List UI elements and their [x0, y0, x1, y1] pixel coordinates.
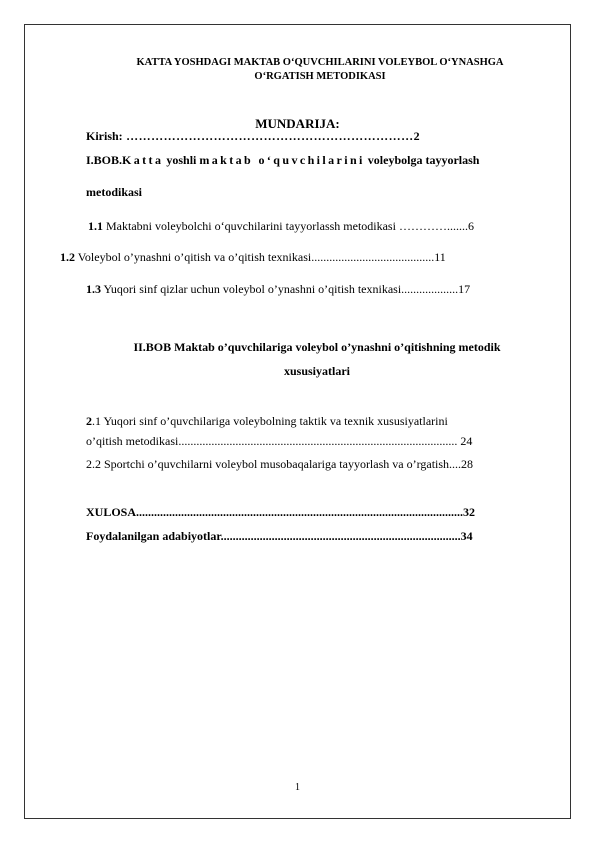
entry-text: Yuqori sinf qizlar uchun voleybol o’ynashni o’qitish texnikasi...................17 — [101, 282, 471, 296]
entry-number: 1.3 — [86, 282, 101, 296]
chapter1-spaced-phrase: maktab o‘quvchilarini — [199, 153, 365, 167]
document-title-line1: KATTA YOSHDAGI MAKTAB O‘QUVCHILARINI VOLEYBOL O‘YNASHGA — [136, 57, 504, 68]
toc-heading: MUNDARIJA: — [255, 116, 340, 131]
page-number: 1 — [295, 782, 300, 793]
toc-entry-2-1 — [86, 414, 548, 429]
entry-number: 1.1 — [88, 219, 103, 233]
entry-text: Voleybol o’ynashni o’qitish va o’qitish texnikasi.........................................11 — [75, 250, 446, 264]
intro-label: Kirish: — [86, 129, 123, 143]
entry-text: Maktabni voleybolchi o‘quvchilarini tayyorlassh metodikasi ………….......6 — [103, 219, 474, 233]
chapter1-prefix: I.BOB. — [86, 153, 123, 167]
chapter1-rest: voleybolga tayyorlash — [364, 153, 480, 167]
toc-chapter1-line2: metodikasi — [86, 185, 143, 199]
entry-number: 2 — [86, 414, 92, 428]
toc-chapter2-line2: xususiyatlari — [283, 364, 350, 378]
toc-chapter1-line1 — [86, 153, 548, 168]
toc-chapter2-line1: II.BOB Maktab o’quvchilariga voleybol o’ynashni o’qitishning metodik — [133, 340, 501, 354]
intro-page: 2 — [413, 129, 420, 143]
document-title-line2: O‘RGATISH METODIKASI — [254, 71, 386, 82]
toc-entry-1-3 — [86, 282, 548, 297]
entry-number: 1.2 — [60, 250, 75, 264]
toc-entry-conclusion: XULOSA.............................................................................................................32 — [86, 505, 476, 519]
chapter1-word: yoshli — [163, 153, 200, 167]
chapter1-spaced-word: Katta — [122, 153, 164, 167]
toc-entry-2-2: 2.2 Sportchi o’quvchilarni voleybol musobaqalariga tayyorlash va o’rgatish....28 — [86, 457, 474, 471]
toc-entry-intro — [86, 129, 548, 144]
entry-text: .1 Yuqori sinf o’quvchilariga voleybolning taktik va texnik xususiyatlarini — [92, 414, 448, 428]
toc-entry-1-1 — [88, 219, 550, 234]
toc-entry-1-2 — [60, 250, 522, 265]
toc-entry-references: Foydalanilgan adabiyotlar................................................................................34 — [86, 529, 473, 543]
toc-entry-2-1-cont: o’qitish metodikasi............................................................................................. 24 — [86, 434, 473, 448]
intro-dots: …………………………………………………………… — [122, 129, 414, 143]
